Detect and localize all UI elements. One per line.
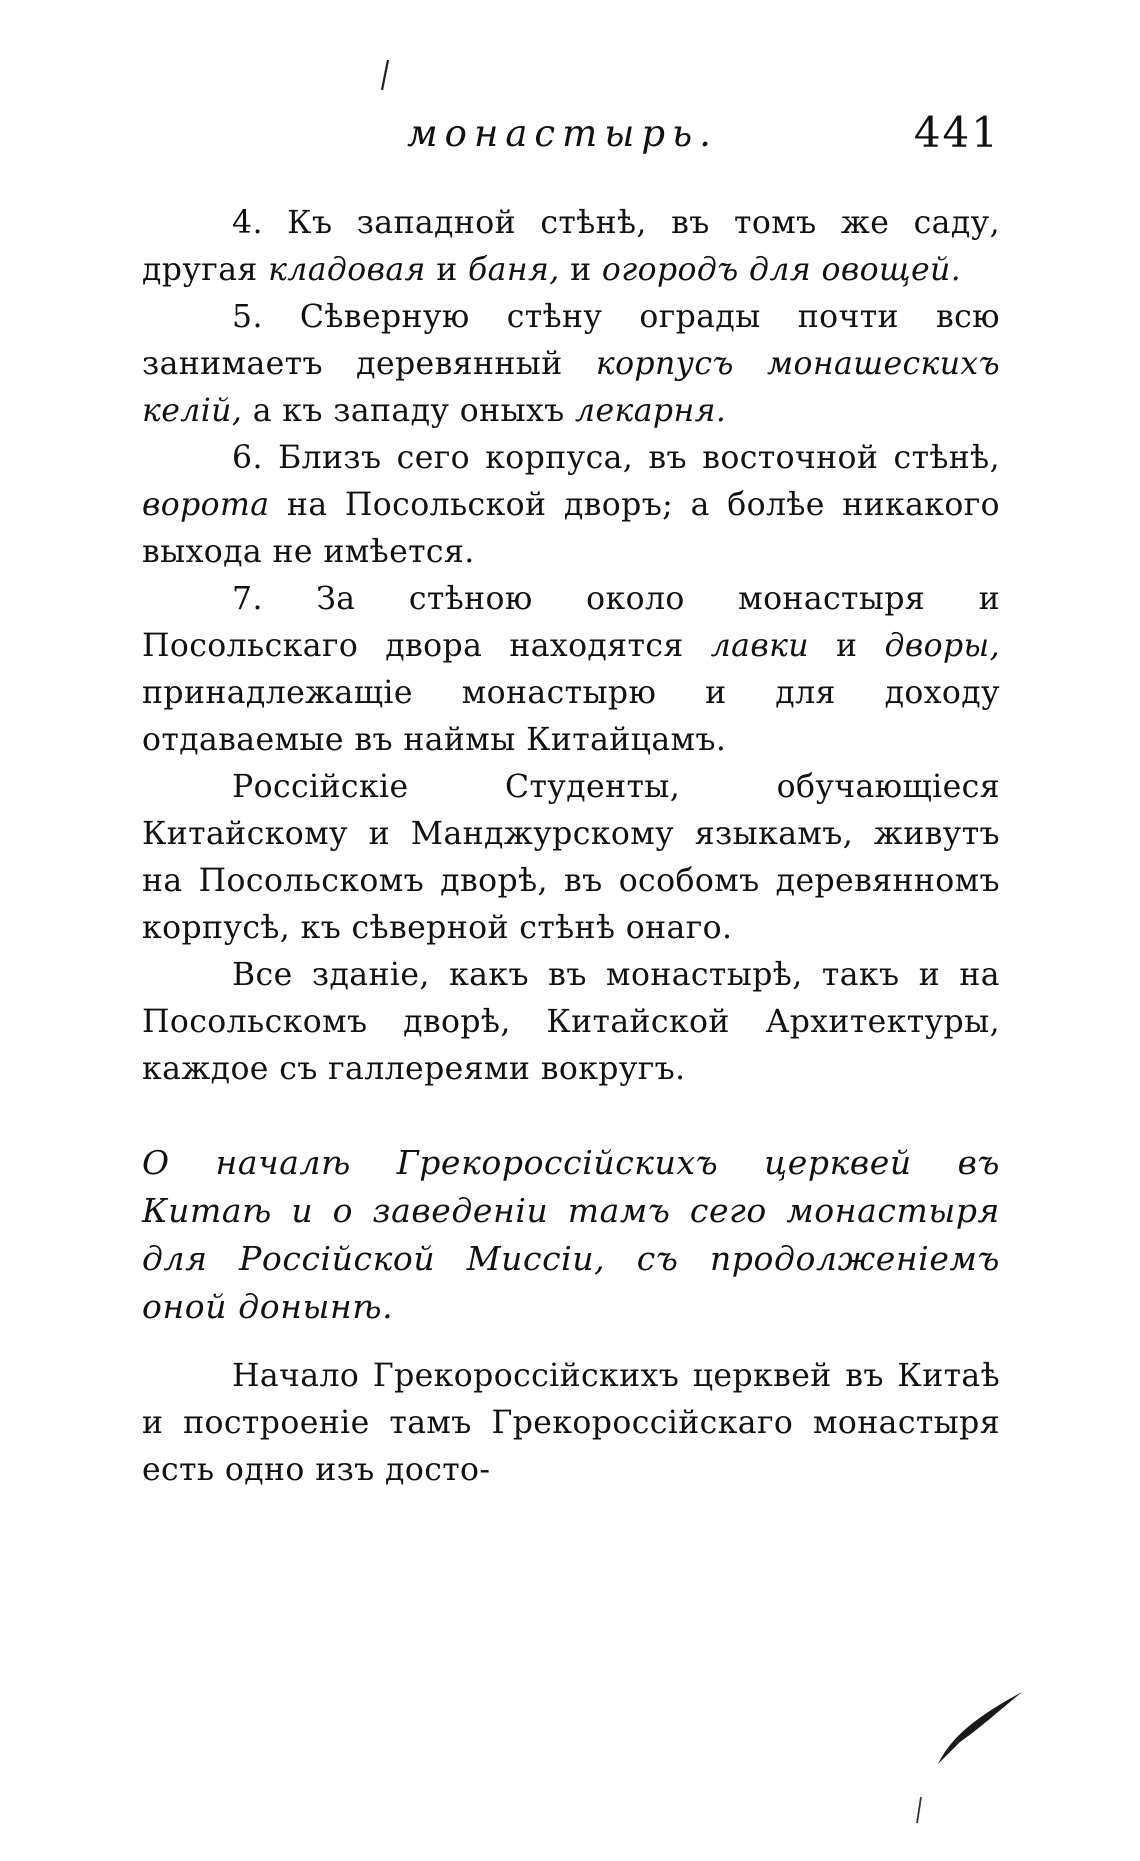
scan-mark-bottom: [912, 1795, 926, 1825]
paragraph-5-italic-cells: корпусъ монашескихъ келій,: [142, 346, 1000, 429]
paragraph-5-italic-infirmary: лекарня.: [574, 393, 727, 429]
paragraph-7-text-e: принадлежащіе монастырю и для доходу отдаваемые въ наймы Китайцамъ.: [142, 675, 1000, 758]
paragraph-4-italic-garden: огородъ для овощей.: [601, 252, 962, 288]
paragraph-4: [142, 200, 1000, 294]
paragraph-6-italic-gate: ворота: [142, 487, 270, 523]
scan-mark-top: [378, 58, 392, 92]
running-head: [142, 108, 1000, 172]
paragraph-6: [142, 435, 1000, 576]
paragraph-7-text-a: 7. За стѣною около монастыря и Посольскаго двора находятся: [142, 581, 1000, 664]
paragraph-students: Россійскіе Студенты, обучающіеся Китайскому и Манджурскому языкамъ, живутъ на Посольскомъ дворѣ, въ особомъ деревянномъ корпусѣ, къ сѣверной стѣнѣ онаго.: [142, 769, 1000, 946]
paragraph-4-text-a: 4. Къ западной стѣнѣ, въ томъ же саду, другая: [142, 205, 1000, 288]
page-number: 441: [913, 108, 1000, 157]
paragraph-5: [142, 294, 1000, 435]
paragraph-4-italic-bathhouse: баня,: [468, 252, 560, 288]
paragraph-4-italic-storeroom: кладовая: [268, 252, 426, 288]
paragraph-5-text-a: 5. Сѣверную стѣну ограды почти всю занимаетъ деревянный: [142, 299, 1000, 382]
paragraph-7: [142, 576, 1000, 764]
text-block: [142, 200, 1000, 1494]
section-heading: О началѣ Грекороссійскихъ церквей въ Китаѣ и о заведеніи тамъ сего монастыря для Россійской Миссіи, съ продолженіемъ оной донынѣ.: [142, 1143, 1000, 1326]
paragraph-7-italic-yards: дворы,: [884, 628, 1000, 664]
paragraph-7-italic-shops: лавки: [710, 628, 809, 664]
paragraph-4-text-c: и: [425, 252, 469, 288]
paragraph-6-text-a: 6. Близъ сего корпуса, въ восточной стѣнѣ,: [232, 440, 1000, 476]
paragraph-4-text-e: и: [559, 252, 602, 288]
paragraph-6-text-c: на Посольской дворъ; а болѣе никакого выхода не имѣется.: [142, 487, 1000, 570]
paragraph-7-text-c: и: [808, 628, 885, 664]
paragraph-5-text-c: а къ западу оныхъ: [242, 393, 575, 429]
running-title: монастырь.: [407, 112, 718, 155]
paragraph-architecture: Все зданіе, какъ въ монастырѣ, такъ и на Посольскомъ дворѣ, Китайской Архитектуры, каждое съ галлереями вокругъ.: [142, 957, 1000, 1087]
scan-mark-quill: [930, 1680, 1030, 1770]
paragraph-beginning: Начало Грекороссійскихъ церквей въ Китаѣ и построеніе тамъ Грекороссійскаго монастыря есть одно изъ досто-: [142, 1358, 1000, 1488]
